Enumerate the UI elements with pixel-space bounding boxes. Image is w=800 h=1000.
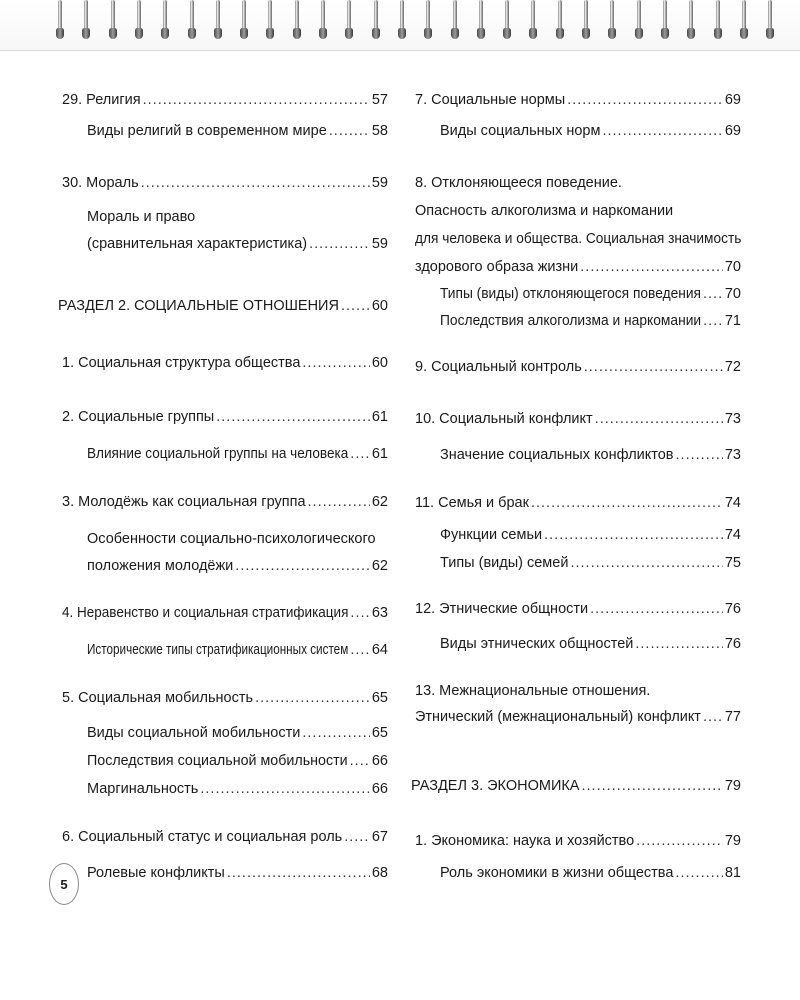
toc-page-number: 57 xyxy=(371,92,388,108)
toc-entry-title: для человека и общества. Социальная значимость xyxy=(415,231,742,247)
toc-page-number: 70 xyxy=(724,286,741,302)
toc-chapter-entry xyxy=(58,602,388,625)
dot-leader xyxy=(227,862,370,885)
toc-page-number: 67 xyxy=(371,829,388,845)
spiral-ring xyxy=(318,0,328,42)
toc-subentry xyxy=(411,444,741,467)
dot-leader xyxy=(703,310,723,333)
toc-entry-title: 5. Социальная мобильность xyxy=(62,690,254,706)
dot-leader xyxy=(255,687,370,710)
dot-leader xyxy=(531,492,723,515)
toc-entry-title: 10. Социальный конфликт xyxy=(415,411,593,427)
toc-chapter-entry xyxy=(411,830,741,853)
toc-entry-title: 8. Отклоняющееся поведение. xyxy=(415,175,622,191)
toc-chapter-entry xyxy=(58,826,388,849)
toc-entry-title: Ролевые конфликты xyxy=(87,865,225,881)
toc-entry-title: Опасность алкоголизма и наркомании xyxy=(415,203,674,219)
dot-leader xyxy=(302,722,370,745)
toc-subentry xyxy=(58,206,388,256)
toc-subentry xyxy=(411,552,741,575)
toc-entry-title: Особенности социально-психологического xyxy=(87,531,376,547)
toc-chapter-entry xyxy=(58,687,388,710)
toc-entry-title: Маргинальность xyxy=(87,781,199,797)
toc-entry-title: 29. Религия xyxy=(62,92,141,108)
toc-entry-title: 1. Социальная структура общества xyxy=(62,355,301,371)
toc-page-number: 77 xyxy=(724,709,741,725)
toc-page-number: 75 xyxy=(724,555,741,571)
spiral-ring xyxy=(450,0,460,42)
dot-leader xyxy=(590,598,723,621)
toc-subentry xyxy=(58,750,388,773)
dot-leader xyxy=(544,524,723,547)
toc-entry-title: 2. Социальные группы xyxy=(62,409,215,425)
toc-page-number: 61 xyxy=(371,446,388,462)
toc-page-number: 59 xyxy=(371,236,388,252)
toc-entry-title: Исторические типы стратификационных систем xyxy=(87,642,349,658)
toc-entry-title: Виды социальных норм xyxy=(440,123,601,139)
dot-leader xyxy=(302,352,369,375)
toc-page-number: 79 xyxy=(724,778,741,794)
toc-page-number: 58 xyxy=(371,123,388,139)
toc-page-number: 74 xyxy=(724,527,741,543)
toc-entry-title: 12. Этнические общности xyxy=(415,601,589,617)
toc-subentry xyxy=(411,633,741,656)
spiral-ring xyxy=(371,0,381,42)
spiral-ring xyxy=(81,0,91,42)
spiral-binding xyxy=(0,0,800,51)
spiral-ring xyxy=(344,0,354,42)
toc-entry-title: 7. Социальные нормы xyxy=(415,92,566,108)
toc-chapter-entry xyxy=(58,172,388,195)
toc-entry-title: Роль экономики в жизни общества xyxy=(440,865,674,881)
toc-page-number: 69 xyxy=(724,123,741,139)
toc-page-number: 63 xyxy=(371,605,388,621)
toc-page-number: 65 xyxy=(371,725,388,741)
toc-section-heading xyxy=(58,295,388,318)
toc-entry-title: Этнический (межнациональный) конфликт xyxy=(415,709,701,725)
spiral-ring xyxy=(265,0,275,42)
dot-leader xyxy=(584,356,723,379)
toc-page-number: 61 xyxy=(371,409,388,425)
toc-chapter-entry xyxy=(58,352,388,375)
toc-subentry xyxy=(411,862,741,885)
toc-chapter-entry xyxy=(411,598,741,621)
dot-leader xyxy=(344,826,370,849)
dot-leader xyxy=(341,295,370,318)
toc-page-number: 73 xyxy=(724,411,741,427)
toc-subentry xyxy=(58,639,388,662)
spiral-ring xyxy=(555,0,565,42)
toc-page-number: 60 xyxy=(371,298,388,314)
spiral-ring xyxy=(660,0,670,42)
toc-page-number: 73 xyxy=(724,447,741,463)
toc-entry-title: Последствия социальной мобильности xyxy=(87,753,348,769)
toc-entry-title: Типы (виды) семей xyxy=(440,555,569,571)
dot-leader xyxy=(350,443,370,466)
toc-chapter-entry xyxy=(411,89,741,112)
dot-leader xyxy=(350,602,369,625)
dot-leader xyxy=(602,120,722,143)
toc-page-number: 71 xyxy=(724,313,741,329)
spiral-ring xyxy=(476,0,486,42)
toc-page-number: 74 xyxy=(724,495,741,511)
toc-entry-title: 6. Социальный статус и социальная роль xyxy=(62,829,343,845)
toc-subentry xyxy=(58,778,388,801)
toc-page-number: 70 xyxy=(724,259,741,275)
toc-subentry xyxy=(58,862,388,885)
dot-leader xyxy=(595,408,723,431)
toc-entry-title: 3. Молодёжь как социальная группа xyxy=(62,494,306,510)
dot-leader xyxy=(636,830,723,853)
toc-page-number: 72 xyxy=(724,359,741,375)
toc-subentry xyxy=(58,120,388,143)
spiral-ring xyxy=(187,0,197,42)
toc-page-number: 62 xyxy=(371,494,388,510)
spiral-ring xyxy=(739,0,749,42)
toc-chapter-entry xyxy=(58,406,388,429)
spiral-ring xyxy=(607,0,617,42)
toc-page-number: 64 xyxy=(371,642,388,658)
spiral-ring xyxy=(502,0,512,42)
toc-page-number: 59 xyxy=(371,175,388,191)
page-number-badge xyxy=(49,863,79,905)
spiral-ring xyxy=(528,0,538,42)
toc-chapter-entry xyxy=(58,491,388,514)
dot-leader xyxy=(350,750,370,773)
dot-leader xyxy=(703,283,723,306)
toc-chapter-entry xyxy=(411,680,741,729)
spiral-ring xyxy=(581,0,591,42)
toc-page-number: 66 xyxy=(371,753,388,769)
toc-page-number: 66 xyxy=(371,781,388,797)
toc-entry-title: Типы (виды) отклоняющегося поведения xyxy=(440,286,701,302)
toc-entry-title: 1. Экономика: наука и хозяйство xyxy=(415,833,635,849)
toc-entry-title: Виды этнических общностей xyxy=(440,636,634,652)
toc-subentry xyxy=(411,310,741,333)
toc-chapter-entry xyxy=(411,492,741,515)
toc-entry-title: 11. Семья и брак xyxy=(415,495,529,511)
toc-entry-title: РАЗДЕЛ 2. СОЦИАЛЬНЫЕ ОТНОШЕНИЯ xyxy=(58,298,339,314)
toc-entry-title: Функции семьи xyxy=(440,527,543,543)
toc-entry-title: здорового образа жизни xyxy=(415,259,579,275)
toc-subentry xyxy=(411,283,741,306)
dot-leader xyxy=(635,633,722,656)
toc-entry-title: Последствия алкоголизма и наркомании xyxy=(440,313,702,329)
dot-leader xyxy=(141,172,370,195)
dot-leader xyxy=(676,444,723,467)
toc-entry-title: Мораль и право xyxy=(87,209,196,225)
dot-leader xyxy=(329,120,370,143)
dot-leader xyxy=(703,706,723,729)
dot-leader xyxy=(216,406,370,429)
dot-leader xyxy=(581,775,722,798)
spiral-ring xyxy=(134,0,144,42)
toc-entry-title: 4. Неравенство и социальная стратификация xyxy=(62,605,349,621)
toc-chapter-entry xyxy=(411,408,741,431)
toc-entry-title: Влияние социальной группы на человека xyxy=(87,446,349,462)
dot-leader xyxy=(200,778,369,801)
spiral-ring xyxy=(213,0,223,42)
toc-page-number: 60 xyxy=(371,355,388,371)
toc-page-number: 62 xyxy=(371,558,388,574)
spiral-ring xyxy=(160,0,170,42)
spiral-ring xyxy=(292,0,302,42)
spiral-ring xyxy=(239,0,249,42)
toc-chapter-entry xyxy=(411,172,741,279)
dot-leader xyxy=(143,89,370,112)
dot-leader xyxy=(350,639,370,662)
toc-page-number: 76 xyxy=(724,636,741,652)
spiral-ring xyxy=(686,0,696,42)
spiral-ring xyxy=(55,0,65,42)
dot-leader xyxy=(235,555,370,578)
toc-entry-title: РАЗДЕЛ 3. ЭКОНОМИКА xyxy=(411,778,580,794)
page-number: 5 xyxy=(60,876,68,892)
toc-subentry xyxy=(58,722,388,745)
toc-page-number: 65 xyxy=(371,690,388,706)
dot-leader xyxy=(567,89,723,112)
toc-page-number: 69 xyxy=(724,92,741,108)
toc-entry-title: 30. Мораль xyxy=(62,175,139,191)
toc-page-number: 81 xyxy=(724,865,741,881)
toc-page-number: 68 xyxy=(371,865,388,881)
toc-subentry xyxy=(58,528,388,578)
spiral-ring xyxy=(423,0,433,42)
toc-entry-title: (сравнительная характеристика) xyxy=(87,236,308,252)
toc-page-number: 79 xyxy=(724,833,741,849)
toc-entry-title: положения молодёжи xyxy=(87,558,234,574)
toc-chapter-entry xyxy=(58,89,388,112)
dot-leader xyxy=(308,491,370,514)
toc-entry-title: 13. Межнациональные отношения. xyxy=(415,683,651,699)
toc-subentry xyxy=(58,443,388,466)
dot-leader xyxy=(675,862,722,885)
spiral-ring xyxy=(713,0,723,42)
dot-leader xyxy=(570,552,722,575)
dot-leader xyxy=(580,256,723,279)
toc-entry-title: Виды религий в современном мире xyxy=(87,123,327,139)
toc-section-heading xyxy=(411,775,741,798)
toc-chapter-entry xyxy=(411,356,741,379)
spiral-ring xyxy=(397,0,407,42)
dot-leader xyxy=(309,233,370,256)
toc-subentry xyxy=(411,120,741,143)
toc-subentry xyxy=(411,524,741,547)
toc-entry-title: Виды социальной мобильности xyxy=(87,725,301,741)
spiral-ring xyxy=(765,0,775,42)
spiral-ring xyxy=(108,0,118,42)
toc-page-number: 76 xyxy=(724,601,741,617)
spiral-ring xyxy=(634,0,644,42)
toc-entry-title: Значение социальных конфликтов xyxy=(440,447,674,463)
toc-entry-title: 9. Социальный контроль xyxy=(415,359,582,375)
